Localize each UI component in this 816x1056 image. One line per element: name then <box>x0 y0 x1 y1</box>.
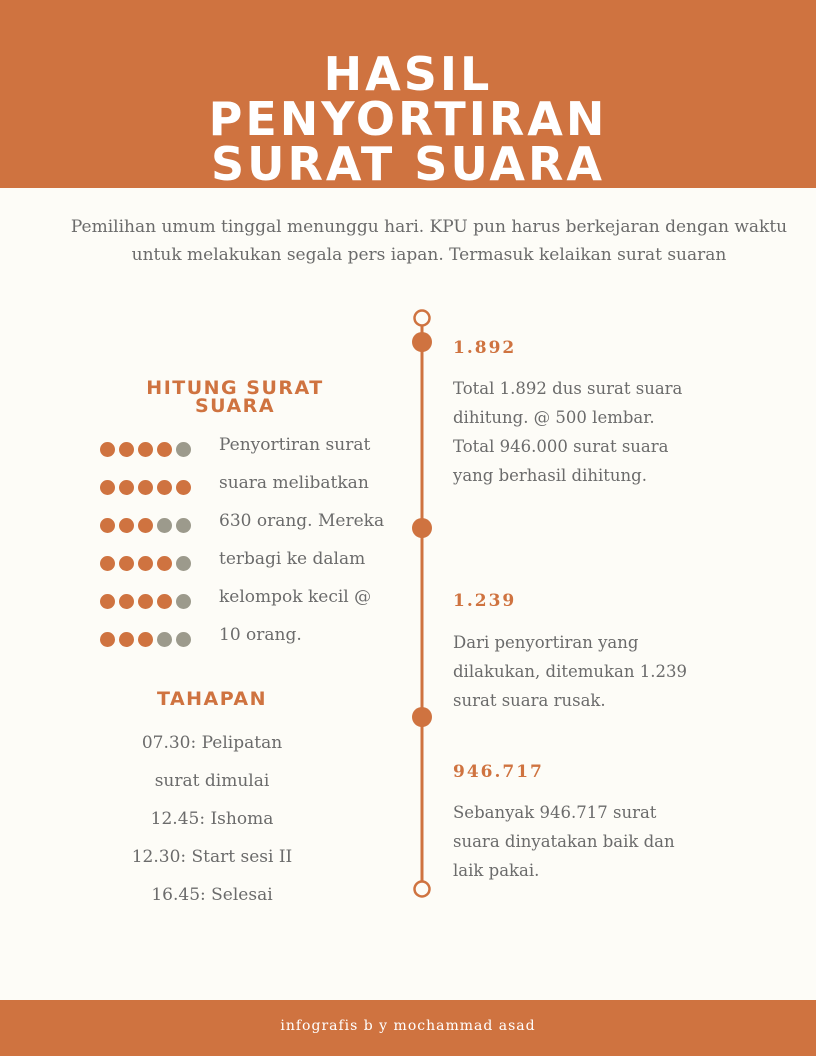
stat-description: Sebanyak 946.717 surat suara dinyatakan baik dan laik pakai. <box>453 803 675 880</box>
filled-dot <box>119 518 134 533</box>
dot-row <box>100 620 400 658</box>
filled-dot <box>100 518 115 533</box>
title-line-2: PENYORTIRAN <box>208 92 608 146</box>
timeline <box>400 300 444 910</box>
dot-row <box>100 430 400 468</box>
tahapan-heading: TAHAPAN <box>156 688 268 710</box>
dot-group <box>100 632 200 647</box>
timeline-dot <box>412 332 432 352</box>
hitung-text-line: suara melibatkan <box>219 473 369 493</box>
hitung-text-line: kelompok kecil @ <box>219 587 372 607</box>
empty-dot <box>157 518 172 533</box>
tahapan-list <box>112 728 312 918</box>
stat-description: Total 1.892 dus surat suara dihitung. @ 500 lembar. Total 946.000 surat suara yang berhasil dihitung. <box>453 379 683 485</box>
hitung-heading-line-1: HITUNG SURAT <box>146 377 324 399</box>
filled-dot <box>100 442 115 457</box>
title-line-3: SURAT SUARA <box>210 137 605 188</box>
filled-dot <box>157 442 172 457</box>
dot-row <box>100 582 400 620</box>
filled-dot <box>157 480 172 495</box>
tahapan-item: surat dimulai <box>154 771 270 791</box>
empty-dot <box>157 632 172 647</box>
hitung-text-line: 10 orang. <box>219 625 302 645</box>
timeline-dot <box>412 518 432 538</box>
filled-dot <box>100 594 115 609</box>
filled-dot <box>138 480 153 495</box>
empty-dot <box>176 442 191 457</box>
dot-group <box>100 518 200 533</box>
footer-credit: infografis b y mochammad asad <box>280 1018 536 1034</box>
dot-group <box>100 442 200 457</box>
filled-dot <box>138 556 153 571</box>
intro-paragraph: Pemilihan umum tinggal menunggu hari. KPU pun harus berkejaran dengan waktu untuk melakukan segala pers iapan. Termasuk kelaikan surat suaran <box>70 217 788 265</box>
hitung-text-line: 630 orang. Mereka <box>219 511 385 531</box>
dot-row <box>100 468 400 506</box>
filled-dot <box>119 442 134 457</box>
filled-dot <box>100 556 115 571</box>
timeline-start-circle <box>415 311 430 326</box>
filled-dot <box>157 556 172 571</box>
stat-value: 1.892 <box>453 338 517 358</box>
dot-group <box>100 594 200 609</box>
tahapan-item: 12.45: Ishoma <box>150 809 274 829</box>
page-title <box>0 47 816 188</box>
stat-description: Dari penyortiran yang dilakukan, ditemukan 1.239 surat suara rusak. <box>453 633 687 710</box>
filled-dot <box>119 556 134 571</box>
tahapan-item: 07.30: Pelipatan <box>141 733 283 753</box>
hitung-text-line: Penyortiran surat <box>219 435 371 455</box>
empty-dot <box>176 632 191 647</box>
filled-dot <box>138 442 153 457</box>
dot-row <box>100 506 400 544</box>
filled-dot <box>138 518 153 533</box>
timeline-dot <box>412 707 432 727</box>
title-line-1: HASIL <box>323 47 493 101</box>
filled-dot <box>176 480 191 495</box>
filled-dot <box>119 632 134 647</box>
filled-dot <box>138 594 153 609</box>
hitung-heading <box>112 379 358 415</box>
filled-dot <box>138 632 153 647</box>
empty-dot <box>176 518 191 533</box>
filled-dot <box>157 594 172 609</box>
empty-dot <box>176 594 191 609</box>
empty-dot <box>176 556 191 571</box>
dot-group <box>100 556 200 571</box>
hitung-heading-line-2: SUARA <box>194 395 276 417</box>
tahapan-item: 16.45: Selesai <box>151 885 273 905</box>
dot-rows <box>100 430 400 658</box>
filled-dot <box>100 632 115 647</box>
filled-dot <box>119 594 134 609</box>
dot-group <box>100 480 200 495</box>
timeline-end-circle <box>415 882 430 897</box>
footer-banner <box>0 1000 816 1056</box>
tahapan-item: 12.30: Start sesi II <box>131 847 293 867</box>
header-banner <box>0 0 816 188</box>
filled-dot <box>119 480 134 495</box>
dot-row <box>100 544 400 582</box>
filled-dot <box>100 480 115 495</box>
hitung-text-line: terbagi ke dalam <box>219 549 366 569</box>
stat-value: 1.239 <box>453 591 517 611</box>
stat-value: 946.717 <box>453 762 544 782</box>
